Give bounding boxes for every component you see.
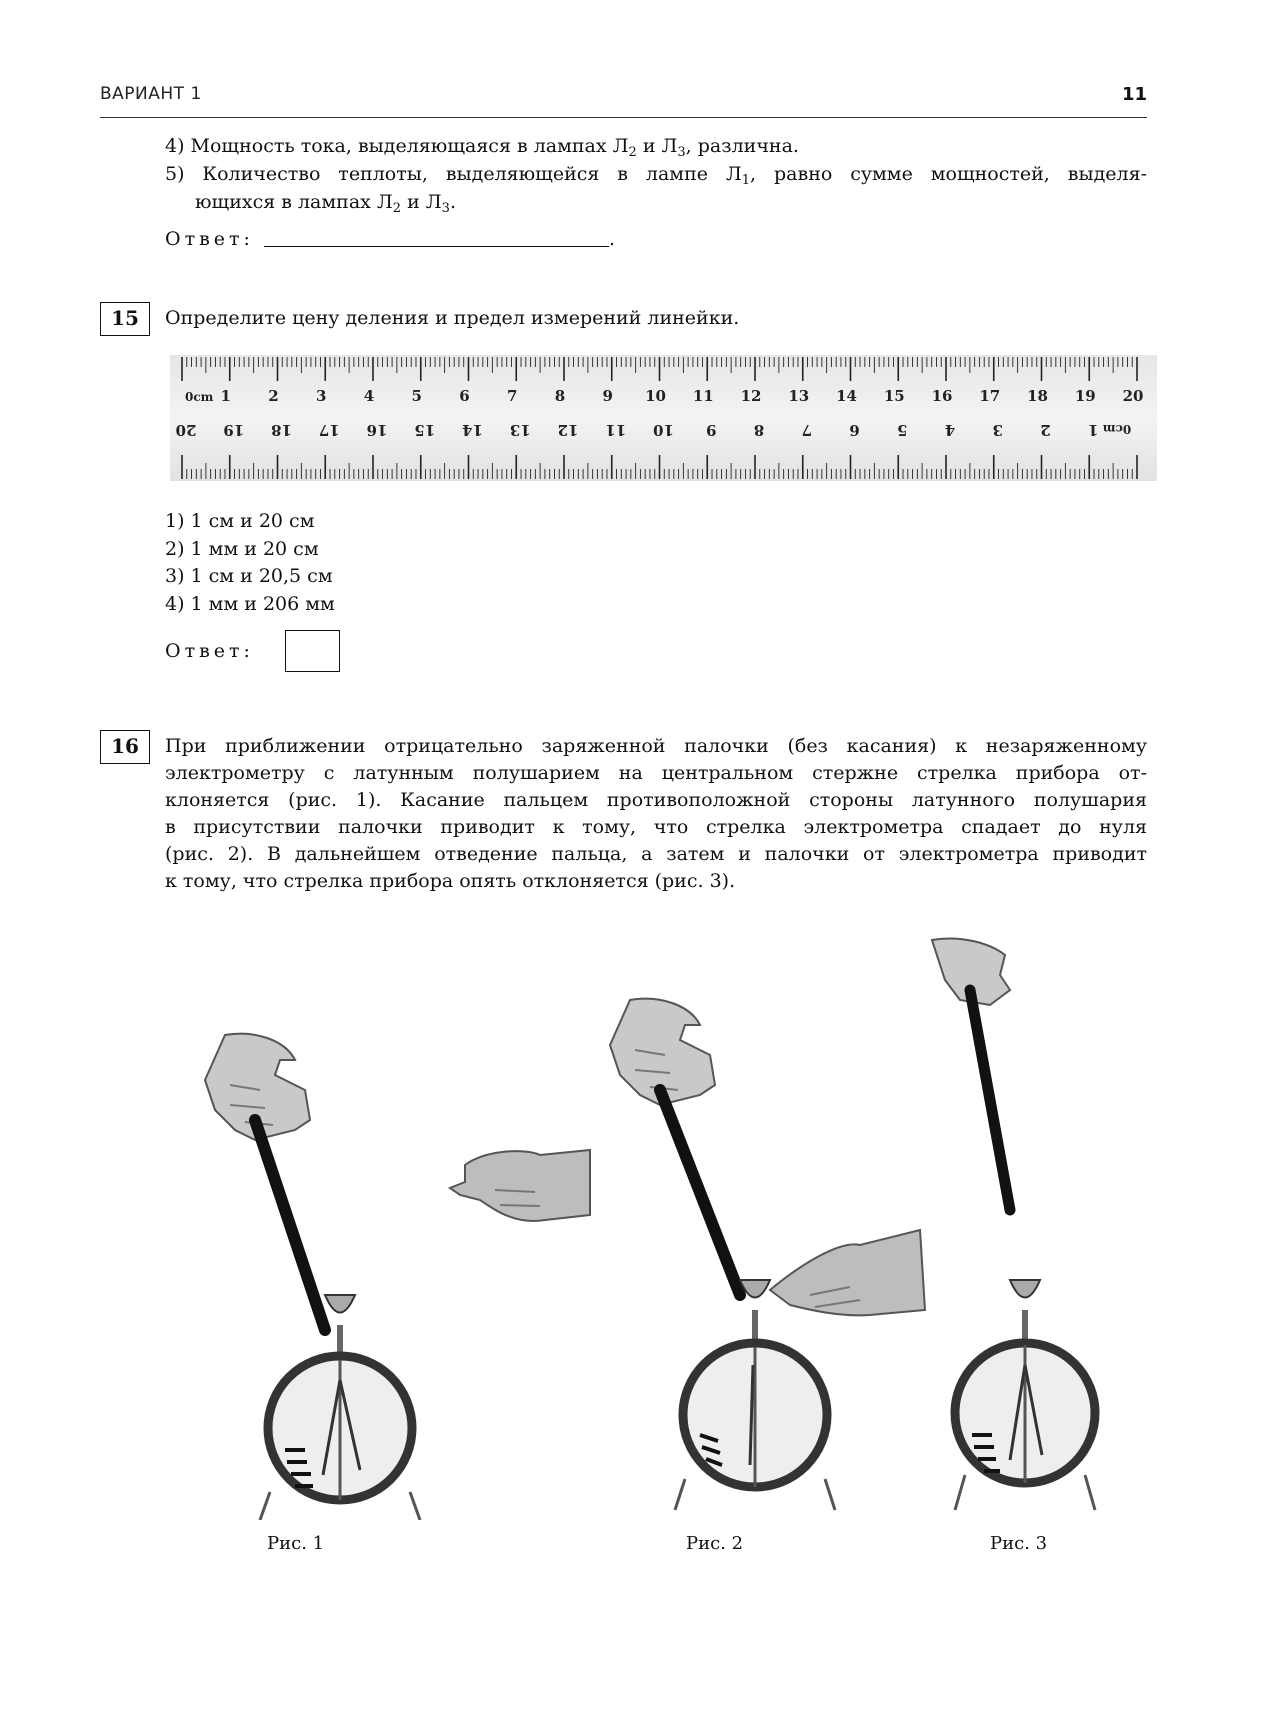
charged-rod [970,990,1010,1210]
ruler-label: 6 [459,387,470,405]
ruler-label: 6 [849,421,860,439]
electrometer-icon [260,1295,420,1520]
ruler-label: 16 [366,421,388,439]
ruler-label: 2 [268,387,279,405]
option-1[interactable]: 1) 1 см и 20 см [165,510,315,532]
ruler-label: 8 [554,387,566,405]
ruler-label: 4 [944,421,956,439]
question-15-text: Определите цену деления и предел измерений линейки. [165,307,740,329]
ruler-label: 12 [740,387,762,405]
ruler-label: 0cm [185,390,214,404]
pointing-hand-icon [450,1150,590,1221]
figure-3-electrometer [930,935,1110,1515]
option-3[interactable]: 3) 1 см и 20,5 см [165,565,333,587]
ruler-label: 17 [979,387,1001,405]
figure-1-caption: Рис. 1 [267,1533,325,1554]
touching-hand-icon [770,1230,925,1315]
ruler-image [170,355,1157,481]
question-number-box: 15 [100,302,150,336]
ruler-label: 7 [801,421,812,439]
ruler-label: 1 [220,387,231,405]
answer-label: Ответ: [165,228,254,250]
prev-option-4: 4) Мощность тока, выделяющаяся в лампах $Л_2$ и $Л_3$, различна. [165,135,799,160]
variant-label: ВАРИАНТ 1 [100,84,202,104]
ruler-label: 9 [602,387,613,405]
ruler-top-ticks [182,357,1137,381]
ruler-label: 19 [223,421,245,439]
prev-option-5: 5) Количество теплоты, выделяющейся в лампе $Л_1$, равно сумме мощностей, выделя- [165,163,1147,188]
figure-1-electrometer [195,1030,595,1520]
prev-option-5-cont: ющихся в лампах $Л_2$ и $Л_3$. [195,191,456,216]
ruler-label: 2 [1040,421,1051,439]
figure-3-caption: Рис. 3 [990,1533,1048,1554]
page-number: 11 [1121,84,1147,105]
figure-2-electrometer [600,995,930,1515]
ruler-label: 13 [509,421,531,439]
ruler-label: 9 [706,421,717,439]
ruler-label: 7 [507,387,518,405]
question-16-line-6: к тому, что стрелка прибора опять отклоняется (рис. 3). [165,870,736,892]
answer-label: Ответ: [165,640,254,662]
question-16-line-3: клоняется (рис. 1). Касание пальцем противоположной стороны латунного полушария [165,789,1147,811]
ruler-label: 17 [318,421,340,439]
ruler-bottom-ticks [182,455,1137,479]
ruler-label: 20 [175,421,197,439]
answer-box[interactable] [285,630,340,672]
ruler-label: 0cm [1102,422,1132,436]
ruler-body [170,355,1157,481]
question-16-line-5: (рис. 2). В дальнейшем отведение пальца, а затем и палочки от электрометра приводит [165,843,1147,865]
ruler-label: 15 [414,421,436,439]
ruler-label: 20 [1122,387,1144,405]
question-16-line-1: При приближении отрицательно заряженной палочки (без касания) к незаряженному [165,735,1147,757]
ruler-label: 3 [316,387,327,405]
ruler-label: 11 [605,421,627,439]
electrometer-icon [675,1280,835,1510]
question-16-line-4: в присутствии палочки приводит к тому, что стрелка электрометра спадает до нуля [165,816,1147,838]
ruler-label: 14 [462,421,483,439]
ruler-label: 10 [645,387,666,405]
ruler-label: 13 [788,387,810,405]
header-rule [100,117,1147,118]
ruler-label: 18 [271,421,292,439]
ruler-label: 12 [557,421,579,439]
option-4[interactable]: 4) 1 мм и 206 мм [165,593,335,615]
ruler-label: 10 [653,421,674,439]
ruler-label: 11 [692,387,714,405]
ruler-label: 4 [363,387,375,405]
ruler-label: 16 [931,387,953,405]
ruler-label: 3 [992,421,1003,439]
electrometer-icon [955,1280,1095,1510]
charged-rod [255,1120,325,1330]
prev-answer-row: Ответ: . [165,228,615,250]
ruler-label: 5 [897,421,908,439]
question-16-line-2: электрометру с латунным полушарием на центральном стержне стрелка прибора от- [165,762,1147,784]
ruler-label: 8 [753,421,765,439]
option-2[interactable]: 2) 1 мм и 20 см [165,538,319,560]
ruler-label: 5 [411,387,422,405]
question-number-box: 16 [100,730,150,764]
ruler-label: 1 [1088,421,1099,439]
ruler-label: 15 [883,387,905,405]
ruler-label: 18 [1027,387,1048,405]
ruler-label: 19 [1074,387,1096,405]
figure-2-caption: Рис. 2 [686,1533,744,1554]
ruler-label: 14 [836,387,857,405]
answer-line-field[interactable] [264,226,609,247]
charged-rod [660,1090,740,1295]
